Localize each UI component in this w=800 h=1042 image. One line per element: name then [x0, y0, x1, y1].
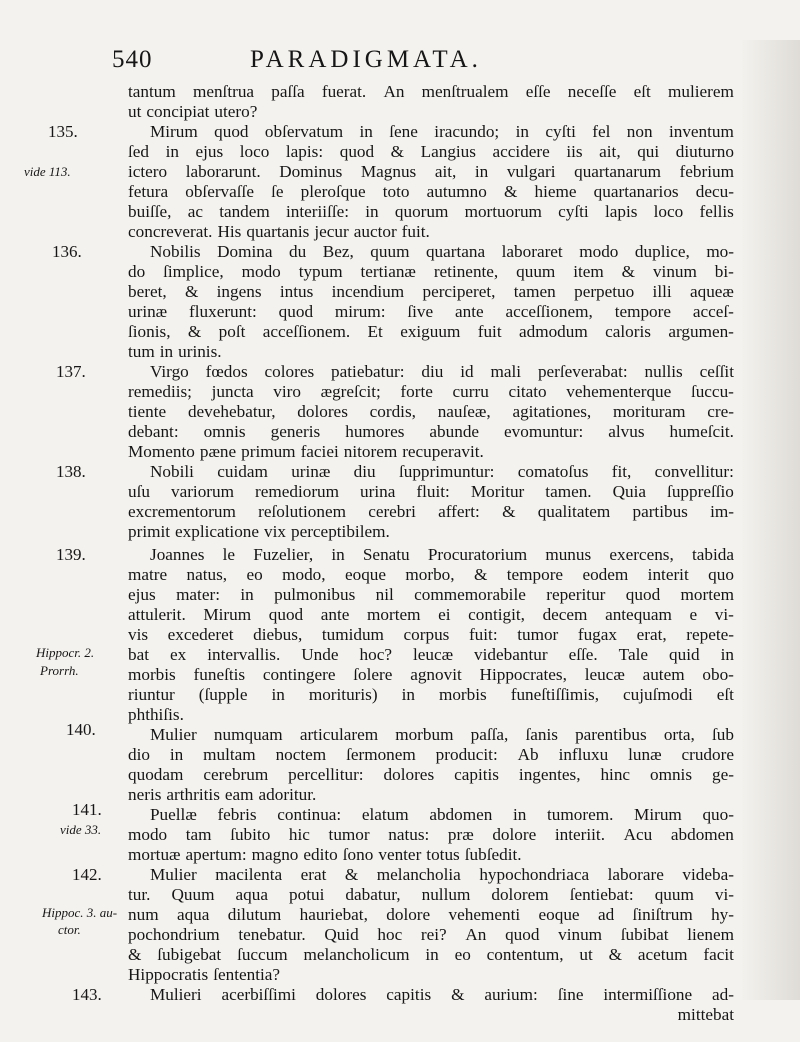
- page-header: [112, 40, 752, 80]
- text-line: Momento pæne primum faciei nitorem recuperavit.: [128, 442, 484, 461]
- show-through-shading: [740, 40, 800, 1000]
- text-line: remediis; juncta viro ægreſcit; forte curru citato vehementerque ſuccu-: [128, 382, 734, 401]
- text-line: tantum menſtrua paſſa fuerat. An menſtrualem eſſe neceſſe eſt mulierem: [128, 82, 734, 101]
- text-line: Mulier macilenta erat & melancholia hypochondriaca laborare videba-: [150, 865, 734, 884]
- text-line: Puellæ febris continua: elatum abdomen in tumorem. Mirum quo-: [150, 805, 734, 824]
- text-line: buiſſe, ac tandem interiiſſe: in quorum mortuorum cyſti lapis loco fellis: [128, 202, 734, 221]
- margin-note: vide 33.: [60, 822, 102, 837]
- text-line: attulerit. Mirum quod ante mortem ei contigit, decem antequam e vi-: [128, 605, 734, 624]
- text-line: ſionis, & poſt acceſſionem. Et exiguum fuit admodum caloris argumen-: [128, 322, 734, 341]
- text-line: tiente devehebatur, dolores cordis, nauſeæ, agitationes, morituram cre-: [128, 402, 734, 421]
- running-head: PARADIGMATA.: [250, 46, 482, 73]
- text-line: Nobilis Domina du Bez, quum quartana laboraret modo duplice, mo-: [150, 242, 734, 261]
- paragraph-number: 137.: [56, 362, 86, 381]
- page-number: 540: [112, 46, 153, 73]
- text-line: debant: omnis generis humores abunde evomuntur: alvus humeſcit.: [128, 422, 734, 441]
- margin-note: Hippoc. 3. au-: [42, 905, 118, 920]
- paragraph-number: 143.: [72, 985, 102, 1004]
- text-line: dio in multam noctem ſermonem producit: Ab influxu lunæ crudore: [128, 745, 734, 764]
- paragraph-number: 135.: [48, 122, 78, 141]
- text-line: ut concipiat utero?: [128, 102, 258, 121]
- text-line: neris arthritis eam adoritur.: [128, 785, 317, 804]
- text-line: num aqua dilutum hauriebat, dolore vehementi eoque ad ſiniſtrum hy-: [128, 905, 734, 924]
- paragraph-number: 139.: [56, 545, 86, 564]
- text-line: & ſubigebat ſuccum melancholicum in eo contentum, ut & acetum facit: [128, 945, 734, 964]
- text-line: phthiſis.: [128, 705, 184, 724]
- text-line: matre natus, eo modo, eoque morbo, & tempore eodem interit quo: [128, 565, 734, 584]
- text-line: ſed in ejus loco lapis: quod & Langius accidere iis ait, qui diuturno: [128, 142, 734, 161]
- text-line: Hippocratis ſententia?: [128, 965, 281, 984]
- paragraph-number: 141.: [72, 800, 102, 819]
- margin-note: ctor.: [58, 922, 81, 937]
- text-line: beret, & ingens intus incendium perciperet, tamen perpetuo illi aqueæ: [128, 282, 734, 301]
- paragraph-number: 142.: [72, 865, 102, 884]
- text-line: urinæ fluxerunt: quod mirum: ſive ante acceſſionem, tempore acceſ-: [128, 302, 734, 321]
- text-line: fetura obſervaſſe ſe pleroſque toto autumno & hieme quartanarios decu-: [128, 182, 734, 201]
- text-line: mortuæ apertum: magno edito ſono venter totus ſubſedit.: [128, 845, 522, 864]
- text-line: tum in urinis.: [128, 342, 222, 361]
- text-line: mittebat: [677, 1005, 734, 1024]
- margin-note: Prorrh.: [40, 663, 79, 678]
- text-line: quodam cerebrum percellitur: dolores capitis ingentes, hinc omnis ge-: [128, 765, 734, 784]
- text-line: primit explicatione vix perceptibilem.: [128, 522, 390, 541]
- text-line: tur. Quum aqua potui dabatur, nullum dolorem ſentiebat: quum vi-: [128, 885, 734, 904]
- text-line: Joannes le Fuzelier, in Senatu Procuratorium munus exercens, tabida: [150, 545, 734, 564]
- text-line: vis excederet diebus, tumidum corpus fuit: tumor fugax erat, repete-: [128, 625, 734, 644]
- text-line: do ſimplice, modo typum tertianæ retinente, quum item & vinum bi-: [128, 262, 734, 281]
- text-line: morbis funeſtis contingere ſolere agnovit Hippocrates, leucæ autem obo-: [128, 665, 734, 684]
- text-line: uſu variorum remediorum urina fluit: Moritur tamen. Quia ſuppreſſio: [128, 482, 734, 501]
- text-line: pochondrium tenebatur. Quid hoc rei? An quod vinum ſubibat lienem: [128, 925, 734, 944]
- text-line: Mulier numquam articularem morbum paſſa, ſanis parentibus orta, ſub: [150, 725, 734, 744]
- text-line: riuntur (ſupple in morituris) in morbis funeſtiſſimis, cujuſmodi eſt: [128, 685, 734, 704]
- text-line: Mirum quod obſervatum in ſene iracundo; in cyſti fel non inventum: [150, 122, 734, 141]
- text-line: modo tam ſubito hic tumor natus: præ dolore interiit. Acu abdomen: [128, 825, 734, 844]
- text-line: Nobili cuidam urinæ diu ſupprimuntur: comatoſus fit, convellitur:: [150, 462, 734, 481]
- text-line: bat ex intervallis. Unde hoc? leucæ videbantur eſſe. Tale quid in: [128, 645, 734, 664]
- margin-note: vide 113.: [24, 164, 71, 179]
- margin-note: Hippocr. 2.: [36, 645, 95, 660]
- text-line: excrementorum reſolutionem cerebri affert: & qualitatem partibus im-: [128, 502, 734, 521]
- text-line: concreverat. His quartanis jecur auctor fuit.: [128, 222, 430, 241]
- text-line: ejus mater: in pulmonibus nil commemorabile reperitur quod mortem: [128, 585, 734, 604]
- text-line: Mulieri acerbiſſimi dolores capitis & aurium: ſine intermiſſione ad-: [150, 985, 734, 1004]
- paragraph-number: 138.: [56, 462, 86, 481]
- text-line: Virgo fœdos colores patiebatur: diu id mali perſeverabat: nullis ceſſit: [150, 362, 734, 381]
- text-line: ictero laborarunt. Dominus Magnus ait, in vulgari quartanarum febrium: [128, 162, 734, 181]
- paragraph-number: 140.: [66, 720, 96, 739]
- paragraph-number: 136.: [52, 242, 82, 261]
